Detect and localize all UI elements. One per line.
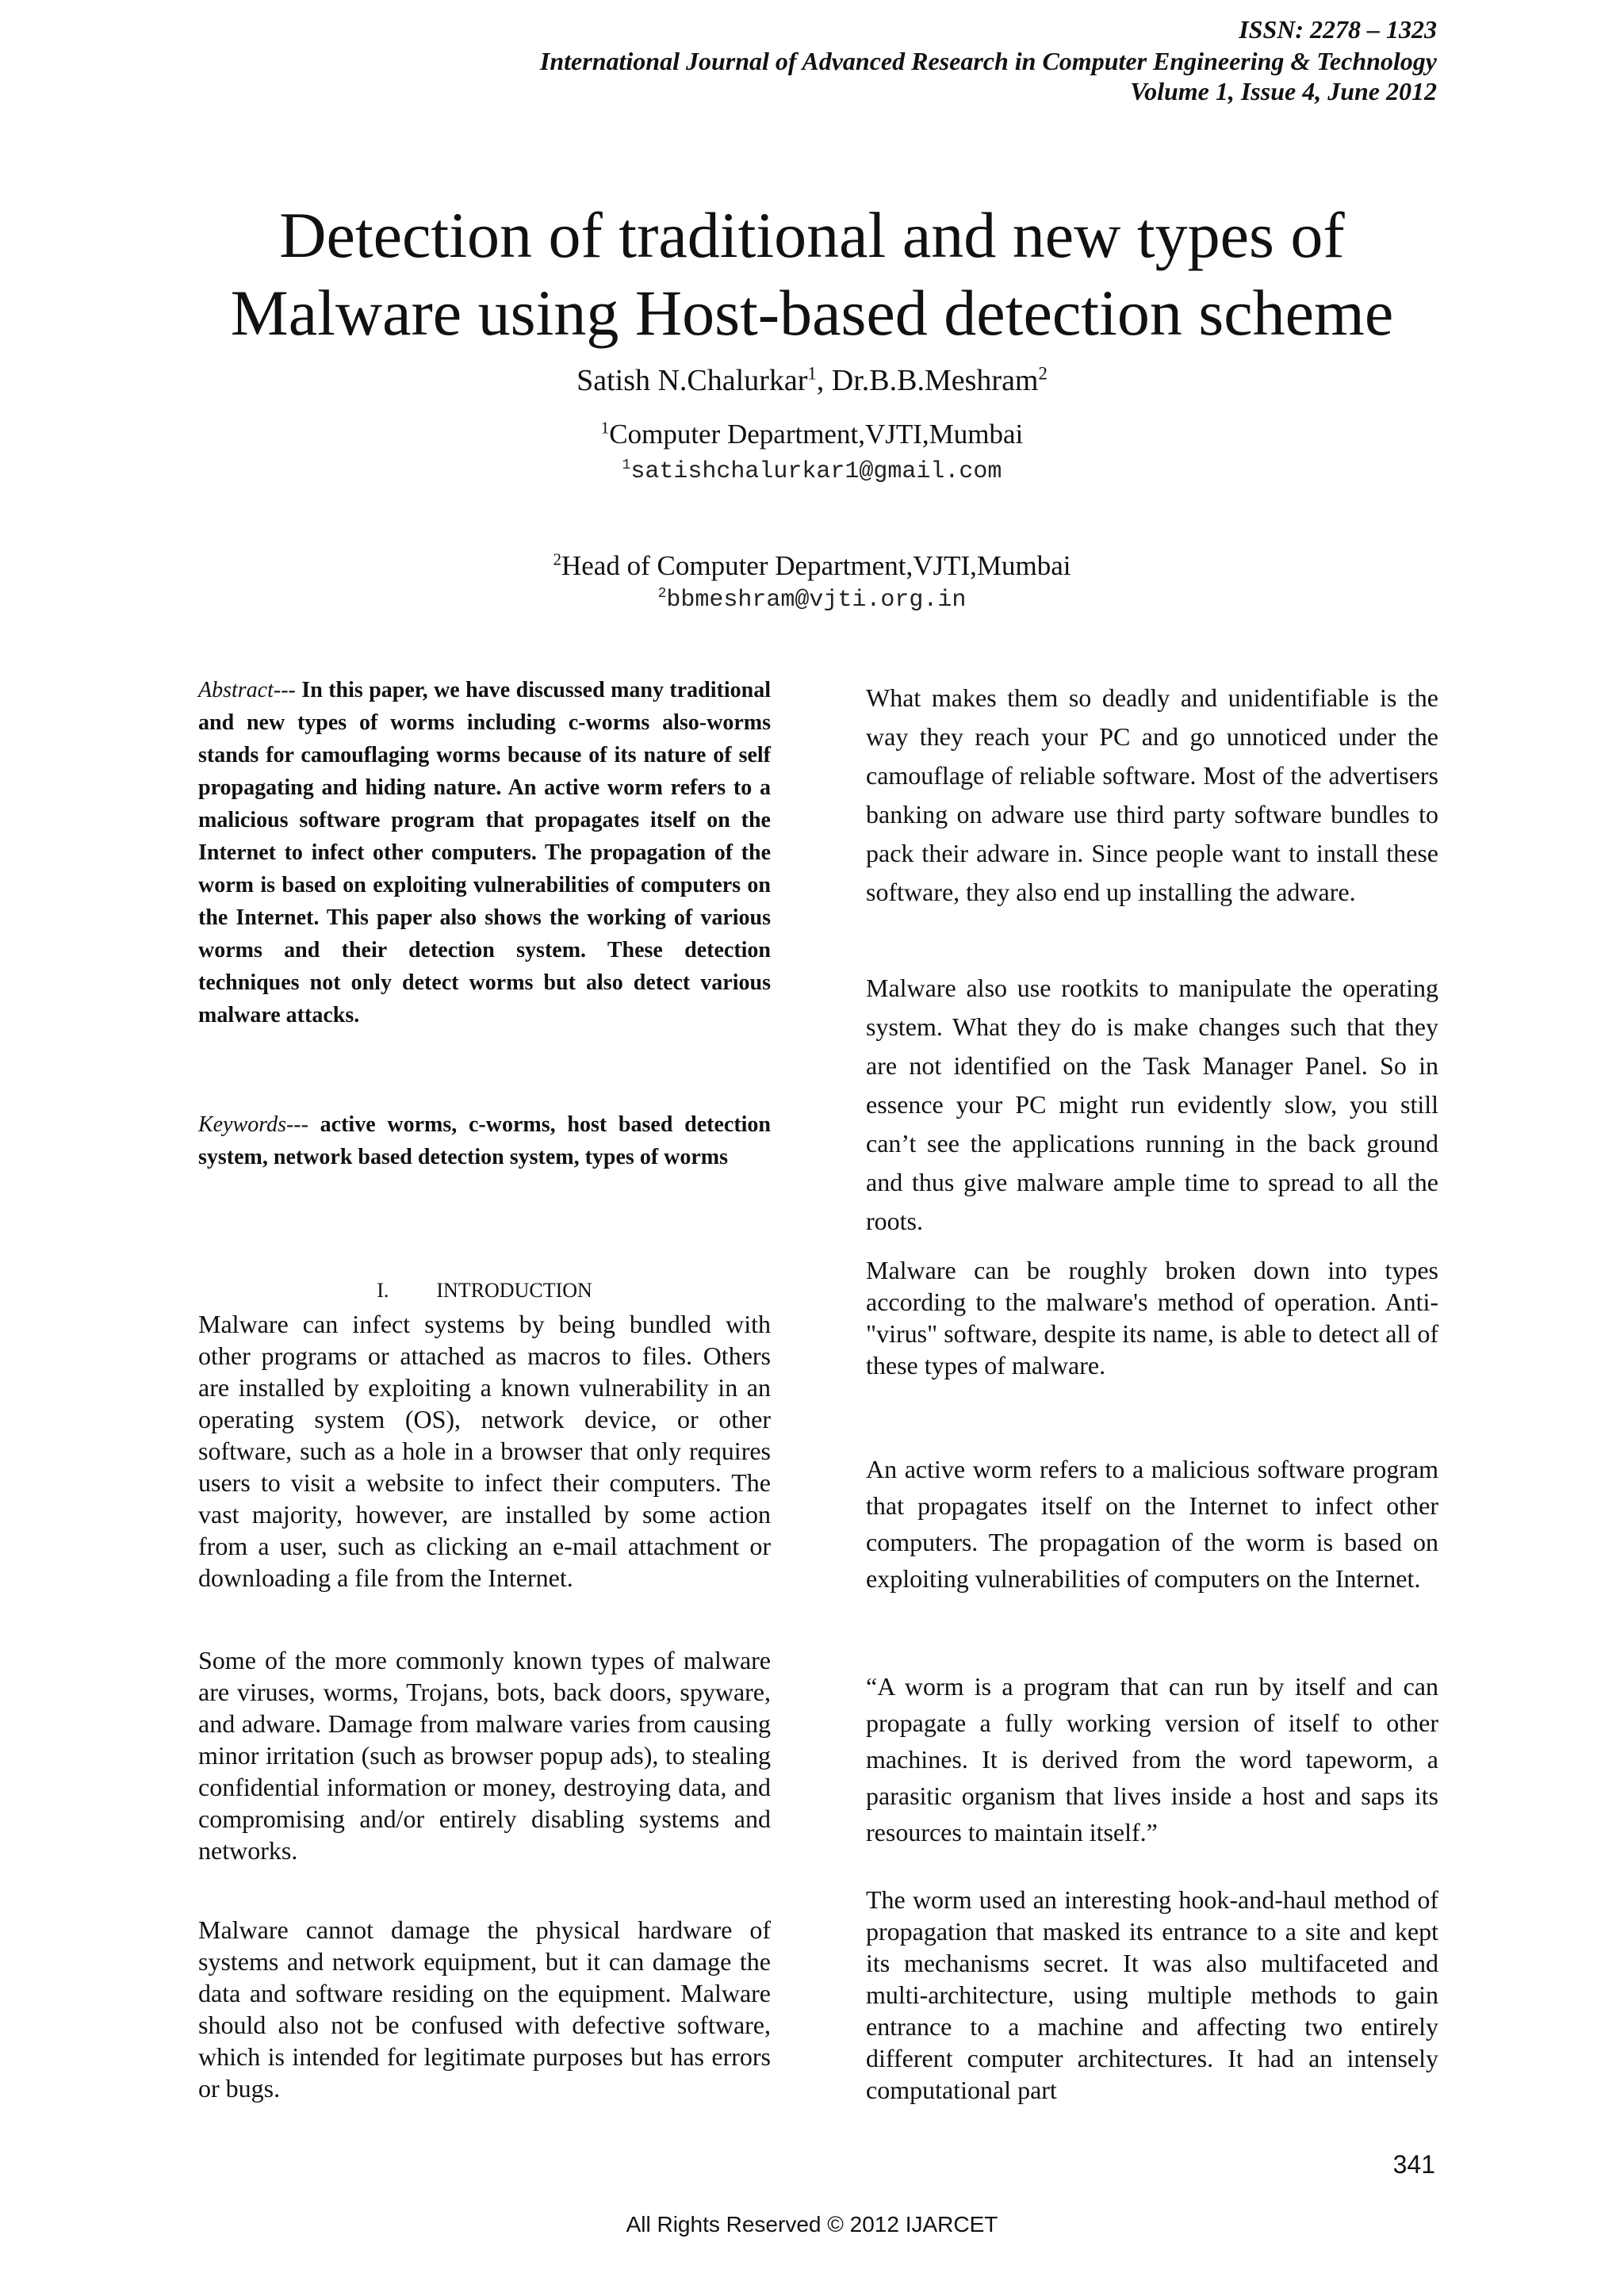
author-list bbox=[0, 363, 1624, 398]
author-separator: , bbox=[816, 364, 832, 397]
body-paragraph: Malware can infect systems by being bundled with other programs or attached as macros to files. Others are installed by exploiting a known vulnerability in an operating system (OS), network device, or other software, such as a hole in a browser that only requires users to visit a website to infect their computers. The vast majority, however, are installed by some action from a user, such as clicking an e-mail attachment or downloading a file from the Internet. bbox=[198, 1310, 771, 1592]
keywords-text: active worms, c-worms, host based detection system, network based detection system, types of worms bbox=[198, 1112, 771, 1169]
right-body bbox=[866, 1451, 1438, 1597]
right-body bbox=[866, 1254, 1438, 1381]
body-paragraph: The worm used an interesting hook-and-haul method of propagation that masked its entrance to a site and kept its mechanisms secret. It was also multifaceted and multi-architecture, using multiple methods to gain entrance to a machine and affecting two entirely different computer architectures. It had an intensely computational part bbox=[866, 1885, 1438, 2104]
journal-name: International Journal of Advanced Research in Computer Engineering & Technology bbox=[539, 47, 1437, 75]
volume-issue: Volume 1, Issue 4, June 2012 bbox=[1130, 77, 1437, 105]
author-name: Dr.B.B.Meshram bbox=[831, 364, 1039, 397]
body-paragraph: Malware can be roughly broken down into types according to the malware's method of operation. Anti-"virus" software, despite its name, is able to detect all of these types of malware. bbox=[866, 1256, 1438, 1380]
keywords-label: Keywords--- bbox=[198, 1112, 308, 1137]
section-number: I. bbox=[377, 1279, 389, 1302]
right-body bbox=[866, 679, 1438, 912]
right-body bbox=[866, 1884, 1438, 2106]
paper-title bbox=[159, 197, 1465, 352]
title-line-2: Malware using Host-based detection scheme bbox=[230, 277, 1394, 349]
affiliation-2-email bbox=[0, 587, 1624, 614]
affiliation-superscript: 1 bbox=[600, 418, 610, 438]
section-title: INTRODUCTION bbox=[436, 1279, 592, 1302]
abstract-label: Abstract--- bbox=[198, 678, 296, 702]
affiliation-dept: Computer Department,VJTI,Mumbai bbox=[609, 419, 1024, 450]
affiliation-1-email bbox=[0, 458, 1624, 485]
affiliation-superscript: 2 bbox=[553, 549, 561, 569]
abstract-text: In this paper, we have discussed many traditional and new types of worms including c-worms also-worms stands for camouflaging worms because of its nature of self propagating and hiding nature. An active worm refers to a malicious software program that propagates itself on the Internet to infect other computers. The propagation of the worm is based on exploiting vulnerabilities of computers on the Internet. This paper also shows the working of various worms and their detection system. These detection techniques not only detect worms but also detect various malware attacks. bbox=[198, 678, 771, 1027]
page-number: 341 bbox=[1392, 2150, 1435, 2179]
right-body bbox=[866, 1668, 1438, 1850]
keywords bbox=[198, 1108, 771, 1173]
body-paragraph: Malware also use rootkits to manipulate the operating system. What they do is make changes such that they are not identified on the Task Manager Panel. So in essence your PC might run evidently slow, you still can’t see the applications running in the back ground and thus give malware ample time to spread to all the roots. bbox=[866, 974, 1438, 1235]
copyright-footer: All Rights Reserved © 2012 IJARCET bbox=[626, 2212, 998, 2237]
left-body bbox=[198, 1644, 771, 1866]
title-line-1: Detection of traditional and new types of bbox=[279, 199, 1345, 271]
email-superscript: 1 bbox=[622, 457, 631, 473]
author-superscript: 1 bbox=[807, 363, 817, 384]
affiliation-dept: Head of Computer Department,VJTI,Mumbai bbox=[561, 550, 1071, 581]
affiliation-1 bbox=[0, 419, 1624, 450]
email-superscript: 2 bbox=[657, 586, 667, 602]
left-body bbox=[198, 1914, 771, 2104]
author-name: Satish N.Chalurkar bbox=[576, 364, 808, 397]
body-paragraph: An active worm refers to a malicious software program that propagates itself on the Internet to infect other computers. The propagation of the worm is based on exploiting vulnerabilities of computers on the Internet. bbox=[866, 1455, 1438, 1593]
body-paragraph: Malware cannot damage the physical hardware of systems and network equipment, but it can damage the data and software residing on the equipment. Malware should also not be confused with defective software, which is intended for legitimate purposes but has errors or bugs. bbox=[198, 1915, 771, 2103]
author-superscript: 2 bbox=[1038, 363, 1048, 384]
body-paragraph: Some of the more commonly known types of malware are viruses, worms, Trojans, bots, back doors, spyware, and adware. Damage from malware varies from causing minor irritation (such as browser popup ads), to stealing confidential information or money, destroying data, and compromising and/or entirely disabling systems and networks. bbox=[198, 1646, 771, 1865]
right-body bbox=[866, 969, 1438, 1241]
affiliation-2 bbox=[0, 550, 1624, 582]
body-paragraph: “A worm is a program that can run by itself and can propagate a fully working version of itself to other machines. It is derived from the word tapeworm, a parasitic organism that lives inside a host and saps its resources to maintain itself.” bbox=[866, 1672, 1438, 1846]
abstract bbox=[198, 674, 771, 1031]
section-heading-introduction bbox=[198, 1278, 771, 1303]
email-address: bbmeshram@vjti.org.in bbox=[666, 587, 967, 614]
email-address: satishchalurkar1@gmail.com bbox=[630, 458, 1002, 485]
body-paragraph: What makes them so deadly and unidentifiable is the way they reach your PC and go unnoticed under the camouflage of reliable software. Most of the advertisers banking on adware use third party software bundles to pack their adware in. Since people want to install these software, they also end up installing the adware. bbox=[866, 683, 1438, 906]
left-body bbox=[198, 1308, 771, 1594]
issn-line: ISSN: 2278 – 1323 bbox=[1239, 15, 1437, 44]
